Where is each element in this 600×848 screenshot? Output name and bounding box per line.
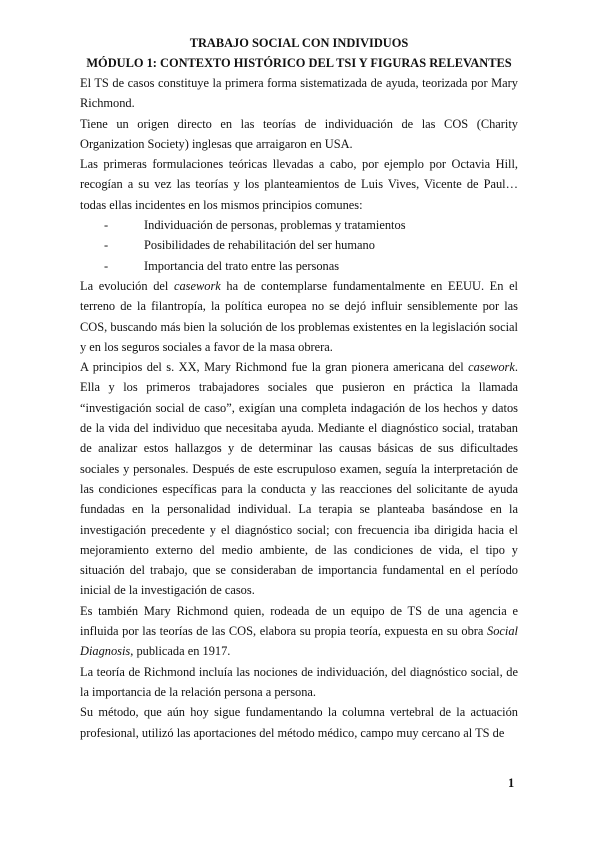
text-run: La evolución del: [80, 278, 174, 293]
list-item-text: Posibilidades de rehabilitación del ser humano: [144, 238, 375, 253]
list-item: [104, 215, 518, 235]
emphasis-casework: casework: [468, 360, 515, 375]
text-run: A principios del s. XX, Mary Richmond fue la gran pionera americana del: [80, 360, 469, 375]
text-run: Es también Mary Richmond quien, rodeada de un equipo de TS de una agencia e influida por las teorías de las COS, elabora su propia teoría, expuesta en su obra: [80, 603, 518, 639]
paragraph-method: Su método, que aún hoy sigue fundamentando la columna vertebral de la actuación profesional, utilizó las aportaciones del método médico, campo muy cercano al TS de: [80, 705, 518, 740]
paragraph-intro: El TS de casos constituye la primera forma sistematizada de ayuda, teorizada por Mary Richmond.: [80, 76, 518, 111]
text-run: ha de contemplarse fundamentalmente en EEUU. En el terreno de la filantropía, la política europea no se dejó influir sensiblemente por las COS, buscando más bien la solución de los problemas existentes en la legislación social y en los seguros sociales a favor de la masa obrera.: [80, 278, 519, 354]
text-run: . Ella y los primeros trabajadores sociales que pusieron en práctica la llamada “investigación social de caso”, exigían una completa indagación de los hechos y datos de la vida del individuo que necesitaba ayuda. Mediante el diagnóstico social, trataban de analizar estos hallazgos y de determinar las causas básicas de sus dificultades sociales y personales. Después de este escrupuloso examen, seguía la interpretación de las condiciones específicas para la conducta y las reacciones del solicitante de ayuda fundadas en la personalidad individual. La terapia se planteaba basándose en la investigación precedente y el diagnóstico social; con frecuencia iba dirigida hacia el mejoramiento externo del medio ambiente, de las condiciones de vida, el tipo y situación del trabajo, que se consideraban de importancia fundamental en el período inicial de la investigación de casos.: [80, 360, 518, 598]
paragraph-evolution: [80, 276, 518, 357]
paragraph-formulations: Las primeras formulaciones teóricas llevadas a cabo, por ejemplo por Octavia Hill, recogían a su vez las teorías y los planteamientos de Luis Vives, Vicente de Paul… todas ellas incidentes en los mismos principios comunes:: [80, 157, 518, 212]
emphasis-book-title: Social Diagnosis: [80, 624, 518, 659]
module-heading: MÓDULO 1: CONTEXTO HISTÓRICO DEL TSI Y FIGURAS RELEVANTES: [86, 56, 512, 70]
paragraph-origin: Tiene un origen directo en las teorías de individuación de las COS (Charity Organization Society) inglesas que arraigaron en USA.: [80, 116, 518, 151]
list-item: [104, 235, 518, 255]
bullet-marker: -: [104, 258, 109, 273]
list-item-text: Individuación de personas, problemas y tratamientos: [144, 218, 406, 233]
document-title: TRABAJO SOCIAL CON INDIVIDUOS: [189, 36, 409, 50]
principles-list: [80, 215, 518, 276]
list-item-text: Importancia del trato entre las personas: [144, 258, 340, 273]
bullet-marker: -: [104, 238, 109, 253]
document-page: [80, 33, 518, 743]
text-run: , publicada en 1917.: [130, 644, 231, 659]
paragraph-social-diagnosis: [80, 601, 518, 662]
paragraph-theory: La teoría de Richmond incluía las nociones de individuación, del diagnóstico social, de la importancia de la relación persona a persona.: [80, 664, 518, 699]
emphasis-casework: casework: [173, 278, 221, 293]
paragraph-richmond-pioneer: [80, 357, 518, 601]
list-item: [104, 256, 518, 276]
page-number: 1: [508, 776, 515, 790]
bullet-marker: -: [104, 218, 109, 233]
